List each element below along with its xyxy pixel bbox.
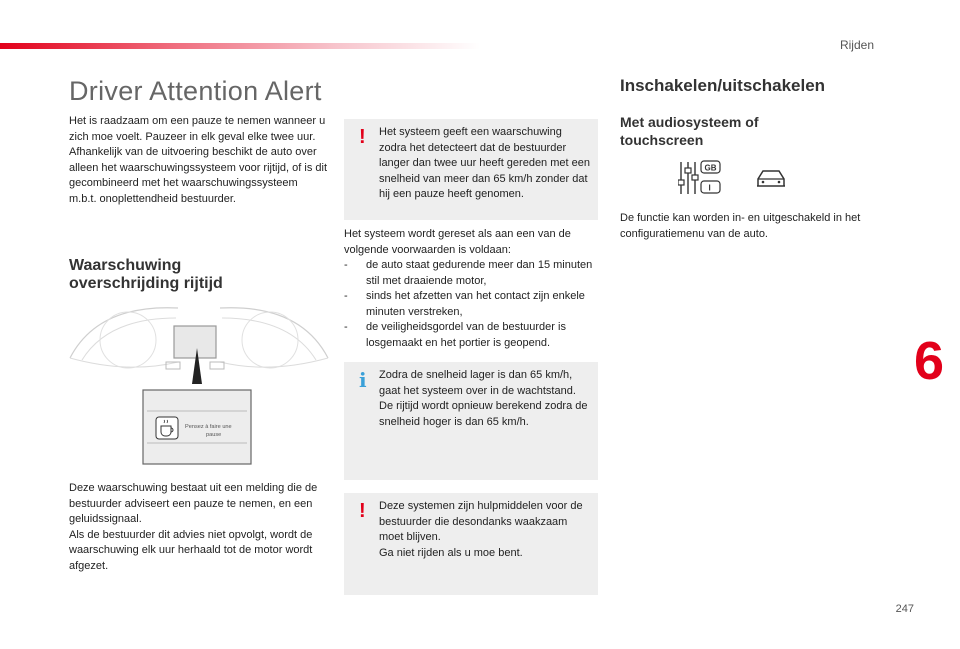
chapter-tab bbox=[898, 318, 960, 404]
display-message-line-2: pause bbox=[206, 432, 222, 438]
info-icon: i bbox=[359, 368, 367, 392]
intro-text bbox=[69, 114, 327, 207]
info-box-standby bbox=[344, 362, 598, 480]
activation-text: De functie kan worden in- en uitgeschakeld in het configuratiemenu van de auto. bbox=[620, 212, 861, 240]
cluster-screen bbox=[174, 326, 216, 358]
coffee-cup-icon bbox=[156, 417, 178, 439]
warning-box-assistance-text bbox=[379, 499, 590, 561]
instrument-cluster-illustration bbox=[68, 300, 330, 466]
language-flags-icon bbox=[701, 161, 720, 193]
audio-heading-line-1: Met audiosysteem of bbox=[620, 114, 759, 130]
audio-touchscreen-heading bbox=[620, 113, 820, 149]
car-icon bbox=[757, 171, 785, 186]
warning-exclamation-icon: ! bbox=[359, 126, 366, 148]
warning-box-assistance-line-2: Ga niet rijden als u moe bent. bbox=[379, 546, 523, 559]
display-message-line-1: Pensez à faire une bbox=[185, 424, 232, 430]
warning-box-detection-text: Het systeem geeft een waarschuwing zodra het detecteert dat de bestuurder langer dan twee uur heeft gereden met een snelheid van meer dan 65 km/h zonder dat hij een pauze heeft genomen. bbox=[379, 126, 590, 200]
settings-sliders-icon bbox=[678, 162, 698, 194]
warning-box-assistance bbox=[344, 493, 598, 595]
audio-heading-line-2: touchscreen bbox=[620, 132, 704, 148]
chapter-number: 6 bbox=[913, 331, 945, 391]
info-box-standby-text: Zodra de snelheid lager is dan 65 km/h, gaat het systeem over in de wachtstand. De rijtijd wordt opnieuw berekend zodra de snelheid hoger is dan 65 km/h. bbox=[379, 369, 588, 428]
warning-heading-line-1: Waarschuwing bbox=[69, 257, 182, 274]
list-item: - sinds het afzetten van het contact zijn enkele minuten verstreken, bbox=[344, 289, 600, 320]
list-item: - de auto staat gedurende meer dan 15 minuten stil met draaiende motor, bbox=[344, 258, 600, 289]
page-title: Driver Attention Alert bbox=[69, 76, 322, 106]
warning-exclamation-icon: ! bbox=[359, 500, 366, 522]
reset-list bbox=[344, 258, 600, 351]
activation-heading: Inschakelen/uitschakelen bbox=[620, 76, 826, 95]
settings-icons bbox=[678, 160, 788, 196]
warning-text bbox=[69, 481, 327, 574]
reset-intro: Het systeem wordt gereset als aan een van de volgende voorwaarden is voldaan: bbox=[344, 228, 571, 256]
header-accent-bar bbox=[0, 43, 480, 49]
warning-heading bbox=[69, 257, 319, 293]
warning-heading-line-2: overschrijding rijtijd bbox=[69, 275, 223, 292]
warning-box-assistance-line-1: Deze systemen zijn hulpmiddelen voor de bestuurder die desondanks waakzaam moet blijven. bbox=[379, 500, 583, 543]
warning-paragraph-1: Deze waarschuwing bestaat uit een melding die de bestuurder adviseert een pauze te nemen, en een geluidssignaal. bbox=[69, 482, 318, 525]
language-label-top: GB bbox=[704, 163, 717, 173]
warning-box-detection bbox=[344, 119, 598, 220]
language-label-bottom: I bbox=[708, 183, 711, 193]
intro-paragraph-1: Het is raadzaam om een pauze te nemen wanneer u zich moe voelt. Pauzeer in elk geval elke twee uur. bbox=[69, 115, 326, 143]
intro-paragraph-2: Afhankelijk van de uitvoering beschikt de auto over alleen het waarschuwingssysteem voor rijtijd, of is dit gecombineerd met het waarschuwingssysteem m.b.t. onoplettendheid bestuurder. bbox=[69, 146, 328, 205]
warning-paragraph-2: Als de bestuurder dit advies niet opvolgt, wordt de waarschuwing elk uur herhaald tot de motor wordt afgezet. bbox=[69, 528, 313, 572]
reset-conditions bbox=[344, 227, 600, 351]
page-number: 247 bbox=[895, 603, 914, 615]
section-label: Rijden bbox=[839, 38, 874, 52]
list-item: - de veiligheidsgordel van de bestuurder is losgemaakt en het portier is geopend. bbox=[344, 320, 600, 351]
